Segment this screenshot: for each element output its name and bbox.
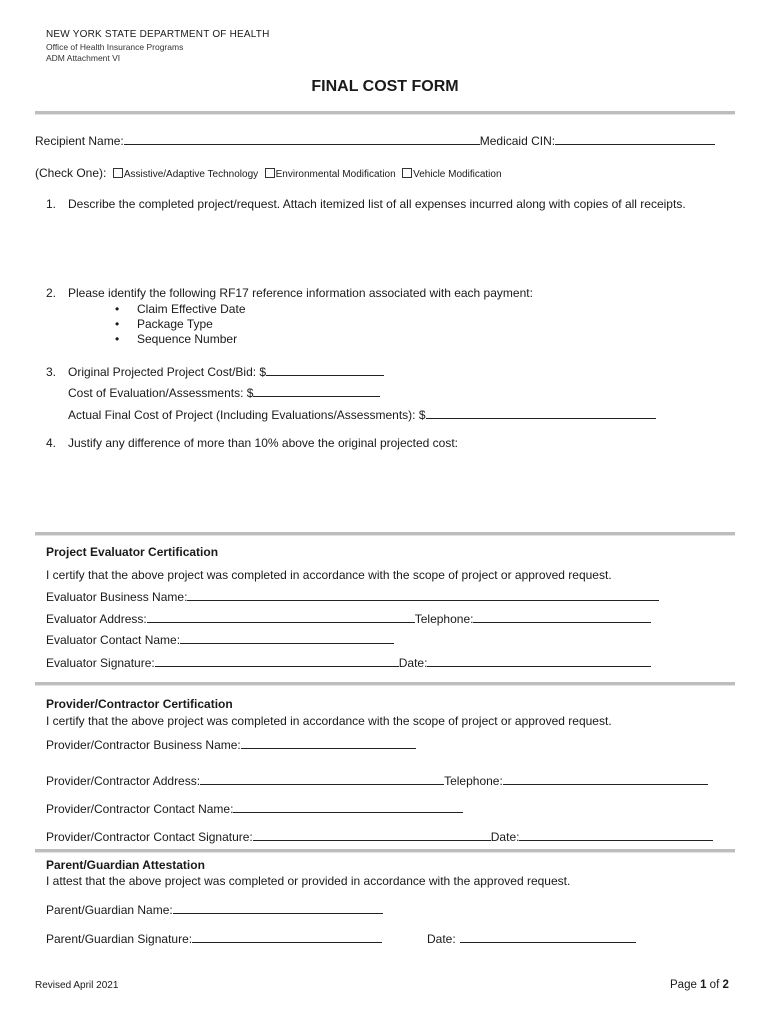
department-name: NEW YORK STATE DEPARTMENT OF HEALTH: [46, 29, 270, 40]
item-number: 3.: [46, 365, 57, 379]
page-number: 1: [700, 979, 707, 991]
provider-address-field[interactable]: [200, 772, 444, 785]
guardian-signature-field[interactable]: [192, 931, 382, 943]
guardian-name-label: Parent/Guardian Name:: [46, 903, 173, 917]
evaluator-business-field[interactable]: [187, 589, 659, 601]
provider-address-row: [46, 772, 708, 788]
option-label: Environmental Modification: [275, 169, 396, 180]
bullet-icon: •: [115, 332, 120, 346]
guardian-date-label: Date:: [427, 932, 456, 946]
guardian-name-field[interactable]: [173, 902, 383, 914]
provider-signature-label: Provider/Contractor Contact Signature:: [46, 830, 253, 844]
evaluator-business-row: [46, 589, 659, 604]
divider: [35, 111, 735, 115]
medicaid-cin-field[interactable]: [555, 133, 715, 145]
provider-contact-row: [46, 801, 463, 816]
evaluator-address-field[interactable]: [147, 611, 415, 623]
form-title: FINAL COST FORM: [311, 78, 459, 95]
item-number: 2.: [46, 286, 57, 300]
provider-contact-field[interactable]: [233, 801, 463, 813]
check-one-row: [35, 164, 502, 182]
option-vehicle[interactable]: [400, 169, 501, 180]
attachment-label: ADM Attachment VI: [46, 53, 121, 63]
item-number: 4.: [46, 436, 57, 450]
provider-contact-label: Provider/Contractor Contact Name:: [46, 802, 234, 816]
page-indicator: [670, 979, 729, 991]
option-assistive[interactable]: [111, 169, 258, 180]
bullet-text: Package Type: [137, 317, 213, 331]
provider-signature-row: [46, 828, 713, 844]
guardian-name-row: [46, 902, 383, 917]
provider-business-row: [46, 736, 416, 752]
divider: [35, 682, 735, 686]
evaluator-contact-field[interactable]: [180, 632, 394, 644]
revised-date: Revised April 2021: [35, 980, 119, 991]
evaluation-cost-label: Cost of Evaluation/Assessments: $: [68, 386, 254, 400]
assistive-checkbox[interactable]: [113, 168, 123, 178]
item-4-text: Justify any difference of more than 10% above the original projected cost:: [68, 436, 459, 450]
guardian-attest-text: I attest that the above project was completed or provided in accordance with the approved request.: [46, 874, 571, 888]
evaluator-certify-text: I certify that the above project was completed in accordance with the scope of project or approved request.: [46, 568, 612, 582]
bullet-icon: •: [115, 317, 120, 331]
guardian-signature-label: Parent/Guardian Signature:: [46, 932, 193, 946]
provider-heading: Provider/Contractor Certification: [46, 697, 233, 711]
recipient-name-field[interactable]: [124, 133, 480, 145]
provider-telephone-field[interactable]: [503, 772, 708, 785]
evaluator-signature-field[interactable]: [155, 655, 399, 667]
provider-business-field[interactable]: [241, 736, 416, 749]
original-cost-label: Original Projected Project Cost/Bid: $: [68, 365, 267, 379]
bullet-item: [115, 317, 213, 331]
evaluator-telephone-field[interactable]: [473, 611, 651, 623]
recipient-row: [35, 133, 715, 148]
page-word: Page: [670, 979, 697, 991]
item-number: 1.: [46, 197, 57, 211]
evaluator-date-label: Date:: [398, 656, 428, 670]
vehicle-checkbox[interactable]: [402, 168, 412, 178]
guardian-heading: Parent/Guardian Attestation: [46, 858, 205, 872]
environmental-checkbox[interactable]: [265, 168, 275, 178]
evaluator-contact-label: Evaluator Contact Name:: [46, 633, 181, 647]
item-1: [46, 197, 686, 211]
evaluation-cost-field[interactable]: [253, 385, 380, 397]
evaluator-date-field[interactable]: [427, 655, 651, 667]
item-2-text: Please identify the following RF17 reference information associated with each payment:: [68, 286, 533, 300]
office-name: Office of Health Insurance Programs: [46, 42, 184, 52]
guardian-date-field[interactable]: [460, 931, 636, 943]
bullet-icon: •: [115, 302, 120, 316]
evaluator-contact-row: [46, 632, 394, 647]
provider-date-label: Date:: [490, 830, 520, 844]
provider-date-field[interactable]: [519, 828, 713, 841]
provider-signature-field[interactable]: [253, 828, 491, 841]
evaluator-address-label: Evaluator Address:: [46, 612, 147, 626]
provider-address-label: Provider/Contractor Address:: [46, 774, 201, 788]
evaluator-telephone-label: Telephone:: [414, 612, 474, 626]
option-environmental[interactable]: [263, 169, 396, 180]
bullet-text: Claim Effective Date: [137, 302, 246, 316]
actual-cost-field[interactable]: [426, 407, 656, 419]
recipient-name-label: Recipient Name:: [35, 134, 124, 148]
original-cost-field[interactable]: [266, 364, 384, 376]
actual-cost-row: [68, 407, 656, 422]
provider-telephone-label: Telephone:: [444, 774, 503, 788]
actual-cost-label: Actual Final Cost of Project (Including Evaluations/Assessments): $: [68, 408, 426, 422]
guardian-date-row: [427, 931, 636, 946]
divider: [35, 849, 735, 853]
evaluation-cost-row: [68, 385, 380, 400]
divider: [35, 532, 735, 536]
bullet-item: [115, 332, 237, 346]
option-label: Assistive/Adaptive Technology: [123, 169, 259, 180]
evaluator-signature-label: Evaluator Signature:: [46, 656, 155, 670]
provider-certify-text: I certify that the above project was completed in accordance with the scope of project or approved request.: [46, 714, 612, 728]
bullet-text: Sequence Number: [137, 332, 238, 346]
evaluator-signature-row: [46, 655, 651, 670]
evaluator-business-label: Evaluator Business Name:: [46, 590, 188, 604]
item-3: [46, 364, 384, 379]
item-4: [46, 436, 458, 450]
provider-business-label: Provider/Contractor Business Name:: [46, 738, 241, 752]
evaluator-heading: Project Evaluator Certification: [46, 545, 219, 559]
medicaid-cin-label: Medicaid CIN:: [479, 134, 556, 148]
item-2: [46, 286, 533, 300]
of-word: of: [709, 979, 720, 991]
evaluator-address-row: [46, 611, 651, 626]
bullet-item: [115, 302, 246, 316]
option-label: Vehicle Modification: [413, 169, 502, 180]
check-one-label: (Check One):: [35, 166, 107, 180]
item-1-text: Describe the completed project/request. Attach itemized list of all expenses incurred along with copies of all receipts.: [68, 197, 686, 211]
page-total: 2: [722, 979, 729, 991]
guardian-signature-row: [46, 931, 382, 946]
